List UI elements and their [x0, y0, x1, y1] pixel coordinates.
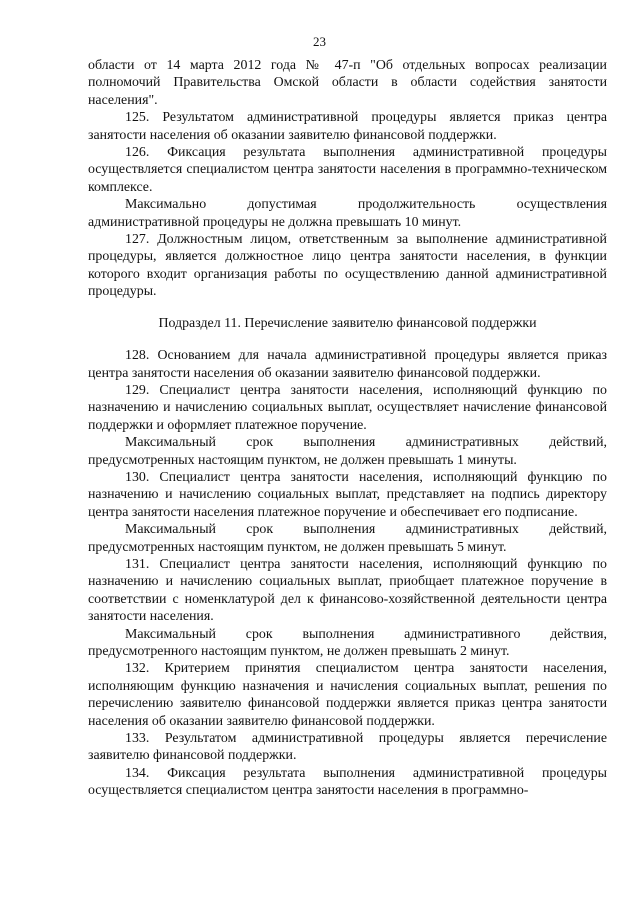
paragraph-127: 127. Должностным лицом, ответственным за выполнение административной процедуры, является должностное лицо центра занятости населения, в функции которого входит организация работы по осуществлению данной административной процедуры.	[88, 232, 607, 300]
paragraph-125: 125. Результатом административной процедуры является приказ центра занятости населения об оказании заявителю финансовой поддержки.	[88, 110, 607, 143]
paragraph-continuation: области от 14 марта 2012 года № 47-п "Об отдельных вопросах реализации полномочий Правительства Омской области в области содействия занятости населения".	[88, 58, 607, 108]
paragraph-129: 129. Специалист центра занятости населения, исполняющий функцию по назначению и начислению социальных выплат, осуществляет начисление финансовой поддержки и оформляет платежное поручение.	[88, 382, 607, 433]
paragraph-130-duration: Максимальный срок выполнения административных действий, предусмотренных настоящим пунктом, не должен превышать 5 минут.	[88, 522, 607, 555]
paragraph-130: 130. Специалист центра занятости населения, исполняющий функцию по назначению и начислению социальных выплат, представляет на подпись директору центра занятости населения платежное поручение и обеспечивает его подписание.	[88, 469, 607, 520]
paragraph-134: 134. Фиксация результата выполнения административной процедуры осуществляется специалистом центра занятости населения в программно-	[88, 765, 607, 799]
page-number: 23	[313, 34, 326, 49]
paragraph-129-duration: Максимальный срок выполнения административных действий, предусмотренных настоящим пунктом, не должен превышать 1 минуты.	[88, 435, 607, 468]
paragraph-131-duration: Максимальный срок выполнения административного действия, предусмотренного настоящим пунктом, не должен превышать 2 минут.	[88, 626, 607, 659]
paragraph-131: 131. Специалист центра занятости населения, исполняющий функцию по назначению и начислению социальных выплат, приобщает платежное поручение в соответствии с номенклатурой дел к финансово-хозяйственной деятельности центра занятости населения.	[88, 556, 607, 625]
paragraph-133: 133. Результатом административной процедуры является перечисление заявителю финансовой поддержки.	[88, 731, 607, 764]
paragraph-126: 126. Фиксация результата выполнения административной процедуры осуществляется специалистом центра занятости населения в программно-техническом комплексе.	[88, 145, 607, 195]
paragraph-128: 128. Основанием для начала административной процедуры является приказ центра занятости населения об оказании заявителю финансовой поддержки.	[88, 348, 607, 381]
document-body	[88, 57, 607, 800]
paragraph-126-duration: Максимально допустимая продолжительность осуществления административной процедуры не должна превышать 10 минут.	[88, 197, 607, 230]
paragraph-132: 132. Критерием принятия специалистом центра занятости населения, исполняющим функцию назначения и начисления социальных выплат, решения по перечислению заявителю финансовой поддержки является приказ центра занятости населения об оказании заявителю финансовой поддержки.	[88, 661, 607, 729]
subsection-heading: Подраздел 11. Перечисление заявителю финансовой поддержки	[158, 315, 537, 331]
